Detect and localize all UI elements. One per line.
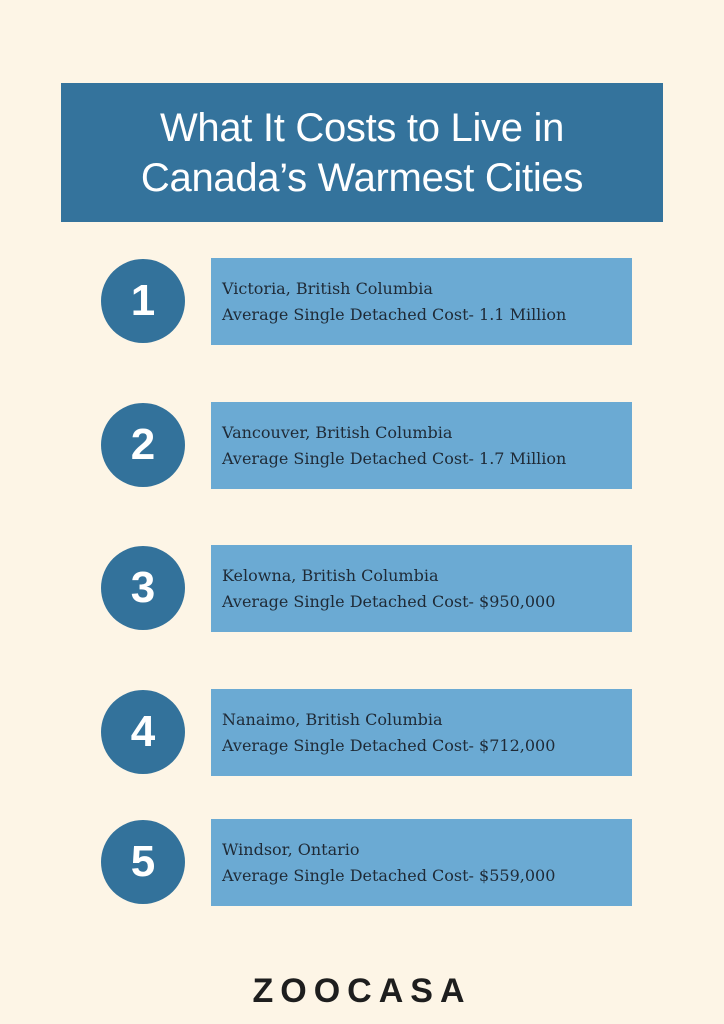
city-name: Kelowna, British Columbia <box>222 565 439 585</box>
city-row <box>0 819 724 907</box>
rank-number: 2 <box>130 420 156 469</box>
city-name: Victoria, British Columbia <box>222 278 433 298</box>
city-cost: Average Single Detached Cost- $559,000 <box>222 865 556 885</box>
rank-circle <box>101 403 185 487</box>
rank-circle <box>101 259 185 343</box>
rank-number: 5 <box>130 837 156 886</box>
city-cost: Average Single Detached Cost- 1.7 Million <box>222 448 567 468</box>
city-info-box <box>211 545 632 632</box>
page-title-line-2: Canada’s Warmest Cities <box>140 155 584 200</box>
rank-number: 3 <box>130 563 156 612</box>
rank-circle <box>101 690 185 774</box>
city-row <box>0 545 724 633</box>
rank-number: 4 <box>130 707 156 756</box>
city-info-box <box>211 258 632 345</box>
city-name: Vancouver, British Columbia <box>222 422 453 442</box>
rank-circle <box>101 820 185 904</box>
rank-circle <box>101 546 185 630</box>
city-cost: Average Single Detached Cost- $950,000 <box>222 591 556 611</box>
city-row <box>0 258 724 346</box>
city-cost: Average Single Detached Cost- 1.1 Million <box>222 304 567 324</box>
city-row <box>0 402 724 490</box>
city-row <box>0 689 724 777</box>
zoocasa-logo: ZOOCASA <box>252 972 472 1010</box>
city-name: Nanaimo, British Columbia <box>222 709 443 729</box>
city-info-box <box>211 402 632 489</box>
city-cost: Average Single Detached Cost- $712,000 <box>222 735 556 755</box>
rank-number: 1 <box>130 276 156 325</box>
city-name: Windsor, Ontario <box>222 839 360 859</box>
page-title-line-1: What It Costs to Live in <box>159 105 565 150</box>
title-banner <box>61 83 663 222</box>
city-info-box <box>211 819 632 906</box>
city-info-box <box>211 689 632 776</box>
